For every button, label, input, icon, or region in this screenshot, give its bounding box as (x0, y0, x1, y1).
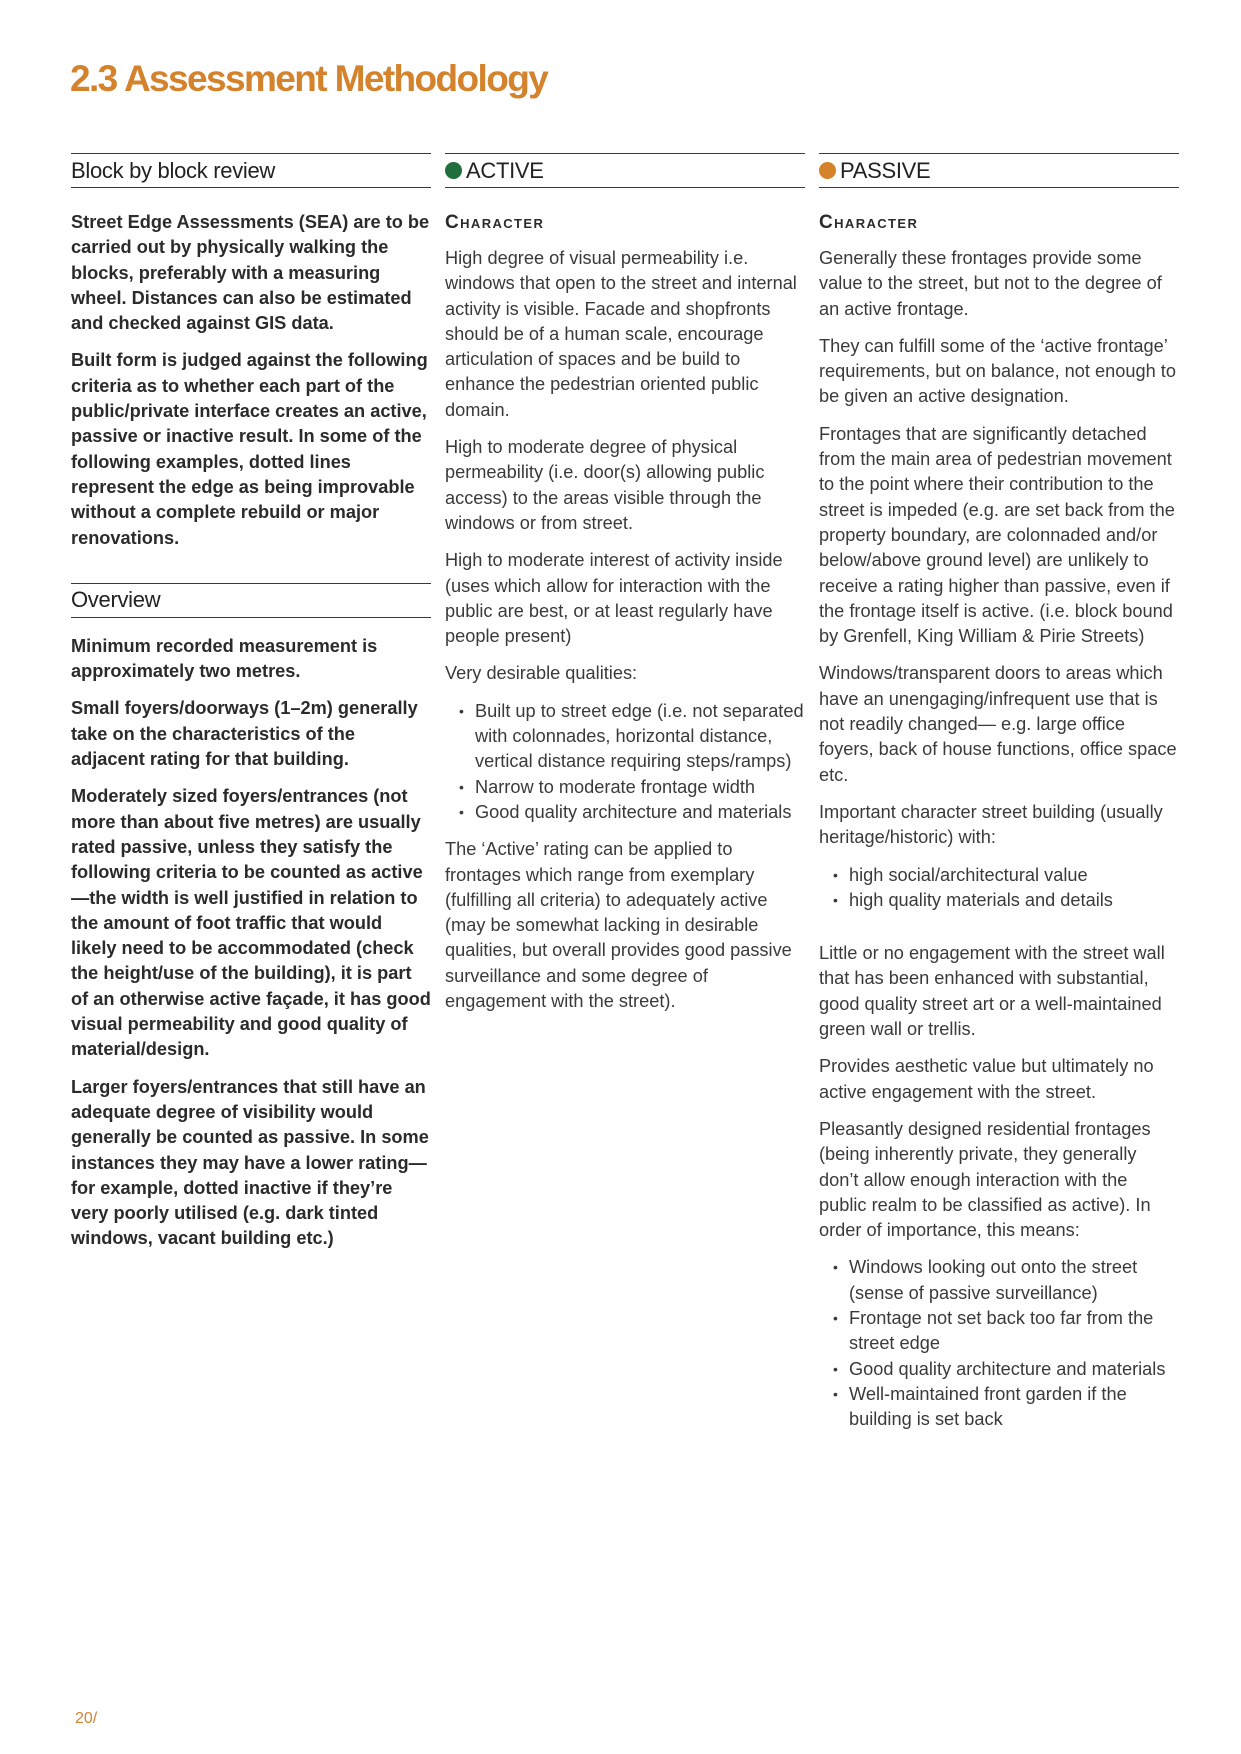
column-block-review (71, 153, 431, 1264)
list-item: • high quality materials and details (833, 888, 1179, 913)
list-item: • Well-maintained front garden if the building is set back (833, 1382, 1179, 1433)
list-item: • Narrow to moderate frontage width (459, 775, 805, 800)
list-item: • high social/architectural value (833, 863, 1179, 888)
section-heading-active (445, 153, 805, 188)
list-item: • Built up to street edge (i.e. not separated with colonnades, horizontal distance, vertical distance requiring steps/ramps) (459, 699, 805, 775)
passive-residential-paragraph: Pleasantly designed residential frontages (being inherently private, they generally don’t allow enough interaction with the public realm to be classified as active). In order of importance, this means: (819, 1118, 1151, 1241)
small-foyers-paragraph: Small foyers/doorways (1–2m) generally take on the characteristics of the adjacent rating for that building. (71, 698, 418, 770)
page-title: 2.3 Assessment Methodology (70, 58, 548, 99)
larger-foyers-paragraph: Larger foyers/entrances that still have an adequate degree of visibility would generally be counted as passive. In some instances they may have a lower rating—for example, dotted inactive if they’re very poorly utilised (e.g. dark tinted windows, vacant building etc.) (71, 1076, 429, 1249)
active-physical-permeability: High to moderate degree of physical permeability (i.e. door(s) allowing public access) to the areas visible through the windows or from street. (445, 437, 765, 533)
moderate-foyers-paragraph: Moderately sized foyers/entrances (not more than about five metres) are usually rated passive, unless they satisfy the following criteria to be counted as active—the width is well justified in relation to the amount of foot traffic that would likely need to be accommodated (check the height/use of the building), it is part of an otherwise active façade, it has good visual permeability and good quality of material/design. (71, 786, 431, 1060)
active-desirable-qualities: Very desirable qualities: (445, 663, 638, 684)
minimum-measurement-paragraph: Minimum recorded measurement is approximately two metres. (71, 635, 378, 682)
passive-windows-paragraph: Windows/transparent doors to areas which have an unengaging/infrequent use that is not readily changed— e.g. large office foyers, back of house functions, office space etc. (819, 663, 1177, 785)
active-character-subheading: Character (445, 212, 545, 233)
section-heading-block-review (71, 153, 431, 188)
list-item: • Frontage not set back too far from the street edge (833, 1306, 1179, 1357)
sea-intro-paragraph: Street Edge Assessments (SEA) are to be carried out by physically walking the blocks, preferably with a measuring wheel. Distances can also be estimated and checked against GIS data. (71, 212, 430, 334)
section-heading-overview (71, 583, 431, 618)
passive-residential-list (819, 1255, 1179, 1432)
block-review-heading: Block by block review (71, 157, 276, 183)
passive-heading: PASSIVE (840, 157, 931, 183)
overview-heading: Overview (71, 587, 161, 613)
active-dot-icon (445, 162, 462, 179)
active-qualities-list (445, 699, 805, 825)
active-rating-paragraph: The ‘Active’ rating can be applied to frontages which range from exemplary (fulfilling all criteria) to adequately active (may be somewhat lacking in desirable qualities, but overall provides good passive surveillance and some degree of engagement with the street). (445, 839, 792, 1012)
section-heading-passive (819, 153, 1179, 188)
passive-heritage-paragraph: Important character street building (usually heritage/historic) with: (819, 801, 1163, 848)
passive-street-wall-paragraph: Little or no engagement with the street wall that has been enhanced with substantial, good quality street art or a well-maintained green wall or trellis. (819, 943, 1165, 1040)
column-passive (819, 153, 1179, 1444)
list-item: • Windows looking out onto the street (sense of passive surveillance) (833, 1255, 1179, 1306)
passive-requirements-paragraph: They can fulfill some of the ‘active frontage’ requirements, but on balance, not enough to be given an active designation. (819, 335, 1176, 407)
passive-value-paragraph: Generally these frontages provide some value to the street, but not to the degree of an active frontage. (819, 248, 1162, 319)
list-item: • Good quality architecture and materials (833, 1357, 1179, 1382)
list-item: • Good quality architecture and materials (459, 800, 805, 825)
column-active (445, 153, 805, 1026)
passive-dot-icon (819, 162, 836, 179)
page-number: 20/ (75, 1710, 98, 1727)
active-visual-permeability: High degree of visual permeability i.e. windows that open to the street and internal activity is visible. Facade and shopfronts should be of a human scale, encourage articulation of spaces and be build to enhance the pedestrian oriented public domain. (445, 248, 797, 420)
passive-aesthetic-paragraph: Provides aesthetic value but ultimately no active engagement with the street. (819, 1056, 1154, 1102)
passive-detached-paragraph: Frontages that are significantly detached from the main area of pedestrian movement to the point where their contribution to the street is impeded (e.g. are set back from the property boundary, are colonnaded and/or below/above ground level) are unlikely to receive a rating higher than passive, even if the frontage itself is active. (i.e. block bound by Grenfell, King William & Pirie Streets) (819, 423, 1175, 647)
active-heading: ACTIVE (466, 157, 544, 183)
criteria-paragraph: Built form is judged against the following criteria as to whether each part of the public/private interface creates an active, passive or inactive result. In some of the following examples, dotted lines represent the edge as being improvable without a complete rebuild or major renovations. (71, 350, 428, 548)
passive-heritage-list (819, 863, 1179, 914)
passive-character-subheading: Character (819, 212, 919, 233)
active-interest-activity: High to moderate interest of activity inside (uses which allow for interaction with the public are best, or at least regularly have people present) (445, 550, 783, 647)
